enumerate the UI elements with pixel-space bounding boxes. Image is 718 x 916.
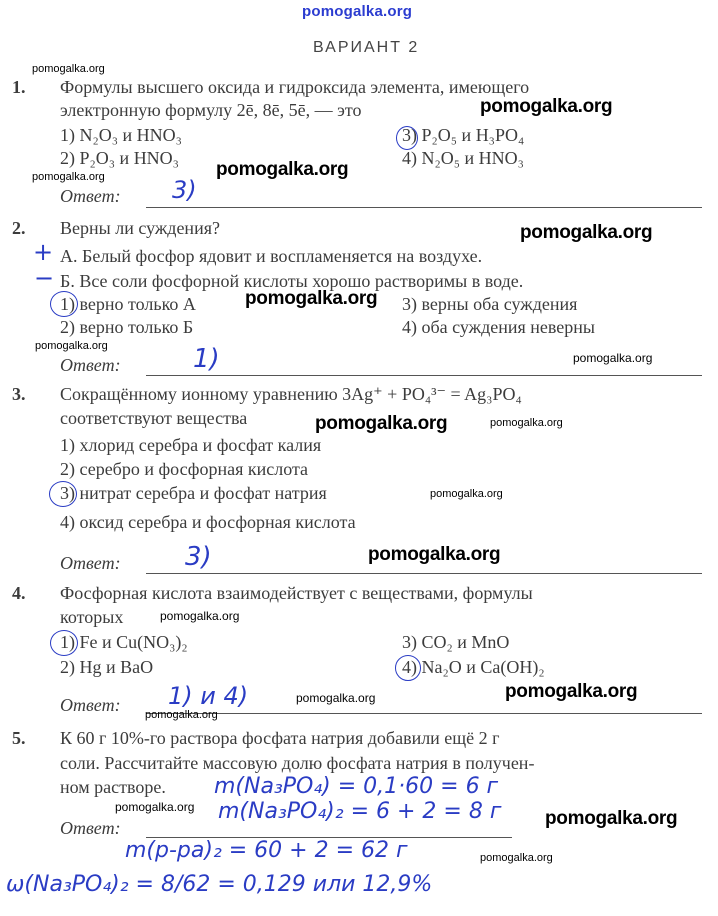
option: 4) оба суждения неверны bbox=[402, 317, 596, 337]
watermark: pomogalka.org bbox=[245, 288, 378, 309]
option: 2) серебро и фосфорная кислота bbox=[60, 459, 309, 479]
question-text: которых bbox=[60, 607, 124, 627]
mark-plus: + bbox=[33, 238, 54, 266]
question-text: соответствуют вещества bbox=[60, 408, 248, 428]
option: 1) хлорид серебра и фосфат калия bbox=[60, 435, 322, 455]
mark-minus: − bbox=[34, 264, 55, 292]
watermark: pomogalka.org bbox=[32, 171, 105, 183]
watermark: pomogalka.org bbox=[430, 488, 503, 500]
handwritten-answer: 3) bbox=[172, 176, 197, 204]
answer-line bbox=[146, 207, 702, 208]
answer-circle bbox=[395, 655, 421, 681]
answer-line bbox=[146, 573, 702, 574]
solution-line: m(Na₃PO₄)₂ = 6 + 2 = 8 г bbox=[218, 799, 502, 824]
statement-b: Б. Все соли фосфорной кислоты хорошо растворимы в воде. bbox=[60, 271, 524, 291]
watermark: pomogalka.org bbox=[160, 609, 240, 623]
answer-label: Ответ: bbox=[60, 818, 121, 838]
handwritten-answer: 3) bbox=[185, 542, 212, 572]
question-text: соли. Рассчитайте массовую долю фосфата натрия в получен- bbox=[60, 753, 535, 773]
watermark: pomogalka.org bbox=[302, 3, 413, 20]
watermark: pomogalka.org bbox=[115, 800, 195, 814]
answer-label: Ответ: bbox=[60, 186, 121, 206]
answer-circle bbox=[49, 481, 77, 507]
watermark: pomogalka.org bbox=[296, 691, 376, 705]
watermark: pomogalka.org bbox=[35, 340, 108, 352]
option: 2) P₂O₃ и HNO₃ bbox=[60, 148, 179, 168]
question-text: К 60 г 10%-го раствора фосфата натрия добавили ещё 2 г bbox=[60, 728, 500, 748]
option: 4) N₂O₅ и HNO₃ bbox=[402, 148, 524, 168]
watermark: pomogalka.org bbox=[32, 63, 105, 75]
solution-line: m(р-ра)₂ = 60 + 2 = 62 г bbox=[125, 838, 408, 863]
handwritten-answer: 1) и 4) bbox=[168, 682, 249, 710]
option: 1) Fe и Cu(NO₃)₂ bbox=[60, 632, 188, 652]
solution-line: ω(Na₃PO₄)₂ = 8/62 = 0,129 или 12,9% bbox=[6, 872, 433, 897]
option: 3) верны оба суждения bbox=[402, 294, 578, 314]
question-number: 2. bbox=[12, 218, 26, 238]
watermark: pomogalka.org bbox=[145, 709, 218, 721]
solution-line: m(Na₃PO₄) = 0,1·60 = 6 г bbox=[214, 774, 499, 799]
question-number: 4. bbox=[12, 583, 26, 603]
watermark: pomogalka.org bbox=[368, 544, 501, 565]
question-number: 3. bbox=[12, 384, 26, 404]
watermark: pomogalka.org bbox=[480, 96, 613, 117]
watermark: pomogalka.org bbox=[480, 852, 553, 864]
watermark: pomogalka.org bbox=[505, 681, 638, 702]
option: 1) верно только А bbox=[60, 294, 196, 314]
answer-circle bbox=[50, 630, 78, 656]
watermark: pomogalka.org bbox=[315, 413, 448, 434]
statement-a: А. Белый фосфор ядовит и воспламеняется на воздухе. bbox=[60, 246, 483, 266]
answer-circle bbox=[50, 291, 78, 317]
option: 3) P₂O₅ и H₃PO₄ bbox=[402, 125, 525, 145]
answer-circle bbox=[396, 126, 418, 150]
question-text: Формулы высшего оксида и гидроксида элемента, имеющего bbox=[60, 77, 530, 97]
answer-label: Ответ: bbox=[60, 355, 121, 375]
option: 4) оксид серебра и фосфорная кислота bbox=[60, 512, 356, 532]
option: 3) CO₂ и MnO bbox=[402, 632, 510, 652]
watermark: pomogalka.org bbox=[573, 351, 653, 365]
option: 4) Na₂O и Ca(OH)₂ bbox=[402, 657, 545, 677]
question-text: Верны ли суждения? bbox=[60, 218, 220, 238]
question-number: 1. bbox=[12, 77, 26, 97]
answer-label: Ответ: bbox=[60, 553, 121, 573]
handwritten-answer: 1) bbox=[193, 344, 220, 374]
answer-line bbox=[146, 713, 702, 714]
watermark: pomogalka.org bbox=[216, 159, 349, 180]
option: 2) верно только Б bbox=[60, 317, 194, 337]
watermark: pomogalka.org bbox=[545, 808, 678, 829]
answer-label: Ответ: bbox=[60, 695, 121, 715]
question-text: электронную формулу 2ē, 8ē, 5ē, — это bbox=[60, 100, 362, 120]
option: 3) нитрат серебра и фосфат натрия bbox=[60, 483, 327, 503]
question-text: Фосфорная кислота взаимодействует с веществами, формулы bbox=[60, 583, 533, 603]
watermark: pomogalka.org bbox=[520, 222, 653, 243]
answer-line bbox=[146, 375, 702, 376]
option: 2) Hg и BaO bbox=[60, 657, 154, 677]
watermark: pomogalka.org bbox=[490, 417, 563, 429]
variant-title: ВАРИАНТ 2 bbox=[313, 39, 420, 56]
question-text: ном растворе. bbox=[60, 777, 166, 797]
question-text: Сокращённому ионному уравнению 3Ag⁺ + PO₄³⁻ = Ag₃PO₄ bbox=[60, 384, 522, 404]
option: 1) N₂O₃ и HNO₃ bbox=[60, 125, 182, 145]
question-number: 5. bbox=[12, 728, 26, 748]
